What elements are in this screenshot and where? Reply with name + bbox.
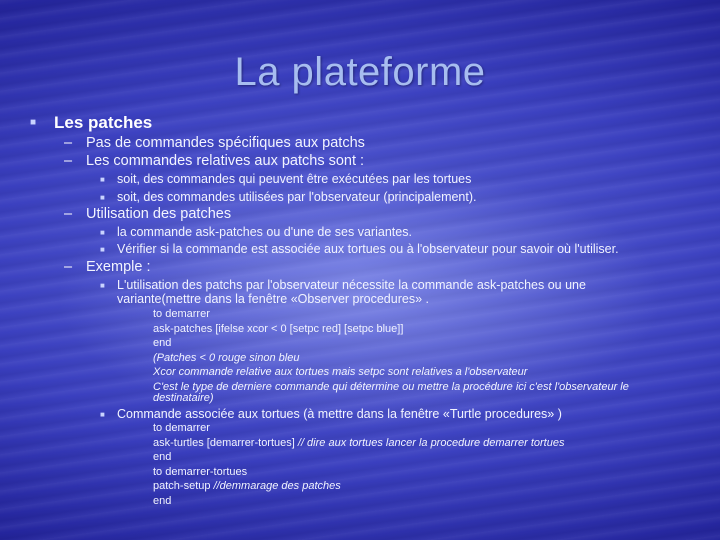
code-comment: //demmarage des patches [213, 480, 341, 493]
square-bullet-icon: ■ [100, 228, 105, 237]
relative-item-2: soit, des commandes utilisées par l'observateur (principalement). [117, 190, 477, 204]
utilisation-item-2: Vérifier si la commande est associée aux tortues ou à l'observateur pour savoir où l'utiliser. [117, 242, 619, 256]
code-comment: Xcor commande relative aux tortues mais setpc sont relatives a l'observateur [153, 366, 528, 379]
code-line: to demarrer [153, 308, 210, 320]
relative-item-1: soit, des commandes qui peuvent être exécutées par les tortues [117, 172, 472, 186]
dash-bullet-icon: – [64, 153, 73, 169]
slide-title: La plateforme [234, 50, 486, 94]
exemple-item-2: Commande associée aux tortues (à mettre dans la fenêtre «Turtle procedures» ) [117, 407, 562, 421]
square-bullet-icon: ■ [30, 117, 37, 128]
code-line: to demarrer-tortues [153, 465, 248, 478]
code-text: patch-setup [153, 480, 211, 493]
code-comment: (Patches < 0 rouge sinon bleu [153, 351, 300, 364]
code-text: ask-turtles [demarrer-tortues] [153, 436, 295, 449]
exemple-item-1-line-2: variante(mettre dans la fenêtre «Observer procedures» . [117, 292, 429, 306]
exemple-item-1-line-1: L'utilisation des patchs par l'observateur nécessite la commande ask-patches ou une [117, 278, 586, 292]
dash-bullet-icon: – [64, 135, 73, 151]
utilisation-label: Utilisation des patches [86, 206, 232, 222]
code-comment: C'est le type de derniere commande qui détermine ou mettre la procédure ici c'est l'observateur le [153, 380, 629, 393]
code-block-turtles [153, 421, 564, 509]
section-heading: Les patches [54, 113, 153, 132]
code-line [153, 479, 564, 494]
point-1: Pas de commandes spécifiques aux patchs [86, 135, 365, 151]
utilisation-item-1: la commande ask-patches ou d'une de ses variantes. [117, 225, 412, 239]
point-2: Les commandes relatives aux patchs sont : [86, 153, 365, 169]
square-bullet-icon: ■ [100, 281, 105, 290]
exemple-label: Exemple : [86, 259, 151, 275]
code-line: end [153, 494, 172, 507]
dash-bullet-icon: – [64, 259, 73, 275]
dash-bullet-icon: – [64, 206, 73, 222]
code-block-observer [153, 307, 629, 405]
square-bullet-icon: ■ [100, 245, 105, 254]
code-comment: destinataire) [153, 391, 214, 404]
code-line: ask-patches [ifelse xcor < 0 [setpc red] [setpc blue]] [153, 322, 404, 335]
code-line: end [153, 451, 172, 464]
code-line [153, 436, 564, 451]
square-bullet-icon: ■ [100, 193, 105, 202]
square-bullet-icon: ■ [100, 410, 105, 419]
square-bullet-icon: ■ [100, 175, 105, 184]
code-comment: // dire aux tortues lancer la procedure demarrer tortues [297, 436, 565, 449]
code-line: to demarrer [153, 422, 210, 434]
code-line: end [153, 337, 172, 350]
